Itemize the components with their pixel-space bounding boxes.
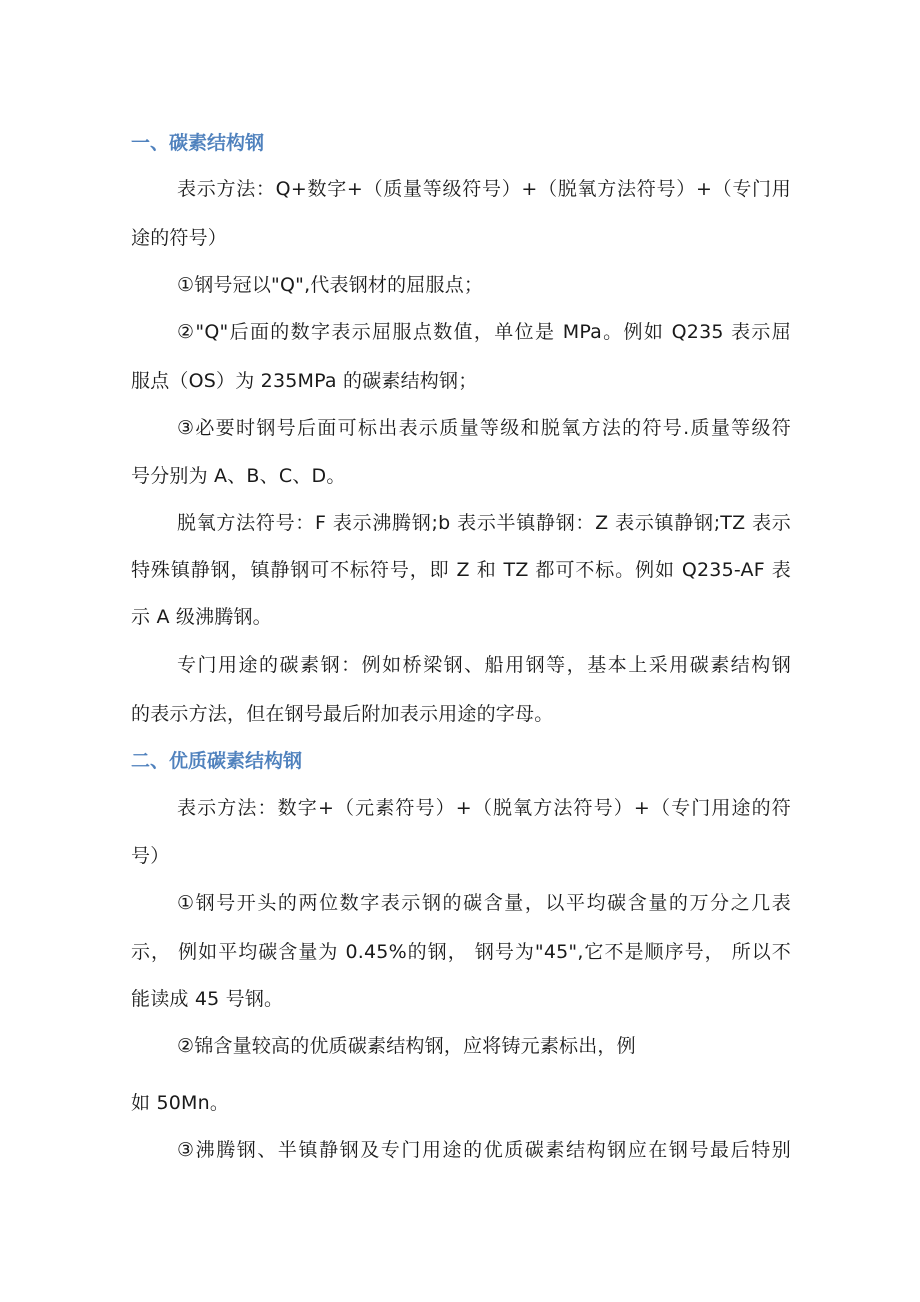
s1-paragraph-1-line-1: 表示方法：Q+数字+（质量等级符号）+（脱氧方法符号）+（专门用 — [177, 178, 791, 200]
s1-item-2-line-2: 服点（OS）为 235MPa 的碳素结构钢； — [131, 370, 478, 392]
s1-deoxidation-line-2: 特殊镇静钢，镇静钢可不标符号，即 Z 和 TZ 都可不标。例如 Q235-AF 表 — [131, 559, 791, 581]
s1-special-line-2: 的表示方法，但在钢号最后附加表示用途的字母。 — [131, 703, 554, 725]
s1-item-3-line-1: ③必要时钢号后面可标出表示质量等级和脱氧方法的符号.质量等级符 — [177, 417, 791, 439]
section-1-heading: 一、碳素结构钢 — [131, 132, 265, 154]
s2-item-2-line-2: 如 50Mn。 — [131, 1092, 230, 1114]
s1-deoxidation-line-1: 脱氧方法符号：F 表示沸腾钢;b 表示半镇静钢：Z 表示镇静钢;TZ 表示 — [177, 512, 791, 534]
s2-paragraph-1-line-1: 表示方法：数字+（元素符号）+（脱氧方法符号）+（专门用途的符 — [177, 797, 791, 819]
s1-special-line-1: 专门用途的碳素钢：例如桥梁钢、船用钢等，基本上采用碳素结构钢 — [177, 654, 791, 676]
section-2-heading: 二、优质碳素结构钢 — [131, 750, 303, 772]
s1-item-1: ①钢号冠以"Q",代表钢材的屈服点； — [177, 274, 484, 296]
s1-item-2-line-1: ②"Q"后面的数字表示屈服点数值，单位是 MPa。例如 Q235 表示屈 — [177, 321, 791, 343]
s1-paragraph-1-line-2: 途的符号） — [131, 227, 228, 249]
s1-item-3-line-2: 号分别为 A、B、C、D。 — [131, 465, 346, 487]
s2-item-1-line-2: 示， 例如平均碳含量为 0.45%的钢， 钢号为"45",它不是顺序号， 所以不 — [131, 941, 791, 963]
s1-deoxidation-line-3: 示 A 级沸腾钢。 — [131, 606, 272, 628]
s2-item-1-line-3: 能读成 45 号钢。 — [131, 988, 284, 1010]
s2-item-2-line-1: ②锦含量较高的优质碳素结构钢，应将铸元素标出，例 — [177, 1035, 636, 1057]
s2-paragraph-1-line-2: 号） — [131, 845, 170, 867]
s2-item-1-line-1: ①钢号开头的两位数字表示钢的碳含量，以平均碳含量的万分之几表 — [177, 892, 791, 914]
s2-item-3-line-1: ③沸腾钢、半镇静钢及专门用途的优质碳素结构钢应在钢号最后特别 — [177, 1139, 791, 1161]
